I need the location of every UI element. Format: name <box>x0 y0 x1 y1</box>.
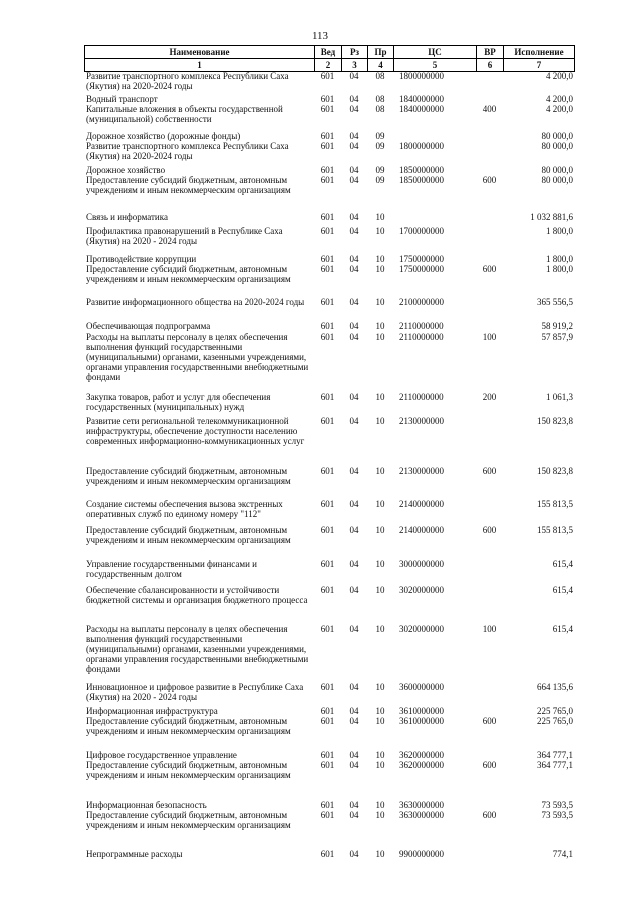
row-rz: 04 <box>349 810 359 820</box>
row-sum: 364 777,1 <box>537 760 573 770</box>
col-number-6: 6 <box>477 59 504 71</box>
row-cs: 3600000000 <box>399 682 444 692</box>
row-pr: 10 <box>375 332 385 342</box>
row-name: Предоставление субсидий бюджетным, автономным учреждениям и иным некоммерческим организациям <box>86 525 291 545</box>
row-name: Расходы на выплаты персоналу в целях обеспечения выполнения функций государственными (муниципальными) органами, казенными учреждениями, органами управления государственными внебюджетными фондами <box>86 332 309 382</box>
row-rz: 04 <box>349 264 359 274</box>
row-rz: 04 <box>349 750 359 760</box>
row-cs: 3620000000 <box>399 760 444 770</box>
row-ved: 601 <box>320 849 335 859</box>
row-ved: 601 <box>320 175 335 185</box>
row-sum: 364 777,1 <box>537 750 573 760</box>
row-rz: 04 <box>349 585 359 595</box>
row-sum: 80 000,0 <box>541 175 573 185</box>
row-sum: 155 813,5 <box>537 499 573 509</box>
col-number-7: 7 <box>536 60 542 70</box>
row-ved: 601 <box>320 104 335 114</box>
row-name: Профилактика правонарушений в Республике Саха (Якутия) на 2020 - 2024 годы <box>86 226 283 246</box>
row-ved: 601 <box>320 716 335 726</box>
row-sum: 615,4 <box>552 559 573 569</box>
row-vr: 600 <box>482 525 497 535</box>
row-pr: 09 <box>375 175 385 185</box>
row-cs: 1800000000 <box>399 71 444 81</box>
row-cs: 1840000000 <box>399 94 444 104</box>
row-ved: 601 <box>320 416 335 426</box>
row-cs: 2100000000 <box>399 297 444 307</box>
row-cs: 3610000000 <box>399 716 444 726</box>
col-number-5: 5 <box>394 59 477 71</box>
col-number-2: 2 <box>315 59 342 71</box>
row-sum: 1 800,0 <box>546 226 573 236</box>
row-pr: 10 <box>375 682 385 692</box>
row-rz: 04 <box>349 165 359 175</box>
row-ved: 601 <box>320 71 335 81</box>
row-pr: 10 <box>375 525 385 535</box>
row-name: Информационная инфраструктура <box>86 706 218 716</box>
row-rz: 04 <box>349 141 359 151</box>
row-sum: 225 765,0 <box>537 706 573 716</box>
row-rz: 04 <box>349 559 359 569</box>
col-name-header: Наименование <box>85 46 315 58</box>
row-name: Предоставление субсидий бюджетным, автономным учреждениям и иным некоммерческим организациям <box>86 760 291 780</box>
row-rz: 04 <box>349 716 359 726</box>
row-vr: 600 <box>482 716 497 726</box>
row-pr: 09 <box>375 141 385 151</box>
row-pr: 10 <box>375 416 385 426</box>
row-rz: 04 <box>349 254 359 264</box>
row-ved: 601 <box>320 810 335 820</box>
row-vr: 100 <box>482 332 497 342</box>
row-pr: 10 <box>375 226 385 236</box>
row-cs: 2110000000 <box>399 332 444 342</box>
row-vr: 200 <box>482 392 497 402</box>
row-ved: 601 <box>320 624 335 634</box>
row-pr: 10 <box>375 760 385 770</box>
row-cs: 2110000000 <box>399 321 444 331</box>
row-name: Дорожное хозяйство <box>86 165 166 175</box>
row-rz: 04 <box>349 706 359 716</box>
row-ved: 601 <box>320 585 335 595</box>
row-name: Закупка товаров, работ и услуг для обеспечения государственных (муниципальных) нужд <box>86 392 271 412</box>
row-name: Развитие транспортного комплекса Республики Саха (Якутия) на 2020-2024 годы <box>86 141 289 161</box>
row-name: Развитие сети региональной телекоммуникационной инфраструктуры, обеспечение доступности населению современных информационно-коммуникационных услуг <box>86 416 305 446</box>
row-name: Капитальные вложения в объекты государственной (муниципальной) собственности <box>86 104 283 124</box>
row-name: Инновационное и цифровое развитие в Республике Саха (Якутия) на 2020 - 2024 годы <box>86 682 304 702</box>
row-pr: 10 <box>375 297 385 307</box>
row-ved: 601 <box>320 706 335 716</box>
row-sum: 1 800,0 <box>546 264 573 274</box>
row-pr: 09 <box>375 131 385 141</box>
row-ved: 601 <box>320 165 335 175</box>
row-rz: 04 <box>349 800 359 810</box>
row-sum: 155 813,5 <box>537 525 573 535</box>
row-cs: 1700000000 <box>399 226 444 236</box>
row-rz: 04 <box>349 321 359 331</box>
row-rz: 04 <box>349 682 359 692</box>
row-rz: 04 <box>349 849 359 859</box>
row-pr: 08 <box>375 71 385 81</box>
col-cs-header: ЦС <box>394 46 477 58</box>
row-pr: 10 <box>375 585 385 595</box>
col-number-1: 1 <box>85 59 315 71</box>
row-pr: 10 <box>375 559 385 569</box>
row-pr: 10 <box>375 750 385 760</box>
row-vr: 600 <box>482 264 497 274</box>
row-cs: 1750000000 <box>399 254 444 264</box>
row-cs: 3610000000 <box>399 706 444 716</box>
row-sum: 664 135,6 <box>537 682 573 692</box>
row-ved: 601 <box>320 297 335 307</box>
row-vr: 600 <box>482 466 497 476</box>
row-ved: 601 <box>320 332 335 342</box>
row-ved: 601 <box>320 800 335 810</box>
row-rz: 04 <box>349 332 359 342</box>
row-vr: 400 <box>482 104 497 114</box>
col-number-3: 3 <box>342 59 368 71</box>
row-name: Цифровое государственное управление <box>86 750 237 760</box>
row-sum: 58 919,2 <box>541 321 573 331</box>
row-rz: 04 <box>349 212 359 222</box>
row-sum: 4 200,0 <box>546 104 573 114</box>
row-rz: 04 <box>349 226 359 236</box>
row-rz: 04 <box>349 392 359 402</box>
row-sum: 4 200,0 <box>546 71 573 81</box>
row-name: Создание системы обеспечения вызова экстренных оперативных служб по единому номеру "112" <box>86 499 283 519</box>
row-ved: 601 <box>320 392 335 402</box>
row-vr: 600 <box>482 175 497 185</box>
row-cs: 1750000000 <box>399 264 444 274</box>
col-rz-header: Рз <box>342 46 368 58</box>
row-sum: 150 823,8 <box>537 416 573 426</box>
row-name: Информационная безопасность <box>86 800 207 810</box>
row-cs: 3020000000 <box>399 585 444 595</box>
row-cs: 2130000000 <box>399 416 444 426</box>
row-sum: 774,1 <box>552 849 573 859</box>
col-vr-header: ВР <box>477 46 504 58</box>
row-name: Предоставление субсидий бюджетным, автономным учреждениям и иным некоммерческим организациям <box>86 264 291 284</box>
row-cs: 3620000000 <box>399 750 444 760</box>
row-sum: 4 200,0 <box>546 94 573 104</box>
row-cs: 3630000000 <box>399 810 444 820</box>
row-name: Обеспечивающая подпрограмма <box>86 321 211 331</box>
row-sum: 80 000,0 <box>541 131 573 141</box>
row-name: Предоставление субсидий бюджетным, автономным учреждениям и иным некоммерческим организациям <box>86 716 291 736</box>
row-rz: 04 <box>349 466 359 476</box>
row-name: Развитие информационного общества на 2020-2024 годы <box>86 297 305 307</box>
row-name: Предоставление субсидий бюджетным, автономным учреждениям и иным некоммерческим организациям <box>86 810 291 830</box>
col-pr-header: Пр <box>368 46 394 58</box>
row-pr: 10 <box>375 849 385 859</box>
row-sum: 73 593,5 <box>541 800 573 810</box>
row-sum: 1 061,3 <box>546 392 573 402</box>
row-pr: 08 <box>375 104 385 114</box>
row-rz: 04 <box>349 131 359 141</box>
row-rz: 04 <box>349 71 359 81</box>
row-name: Предоставление субсидий бюджетным, автономным учреждениям и иным некоммерческим организациям <box>86 466 291 486</box>
row-sum: 80 000,0 <box>541 165 573 175</box>
row-ved: 601 <box>320 466 335 476</box>
col-sum-header: Исполнение <box>514 47 564 57</box>
row-pr: 10 <box>375 624 385 634</box>
row-name: Непрограммные расходы <box>86 849 183 859</box>
row-cs: 3000000000 <box>399 559 444 569</box>
row-ved: 601 <box>320 559 335 569</box>
table-header <box>84 45 575 72</box>
row-name: Управление государственными финансами и государственным долгом <box>86 559 257 579</box>
row-rz: 04 <box>349 525 359 535</box>
row-ved: 601 <box>320 525 335 535</box>
row-pr: 10 <box>375 716 385 726</box>
row-vr: 100 <box>482 624 497 634</box>
row-rz: 04 <box>349 175 359 185</box>
row-name: Противодействие коррупции <box>86 254 197 264</box>
row-cs: 9900000000 <box>399 849 444 859</box>
row-ved: 601 <box>320 264 335 274</box>
row-ved: 601 <box>320 212 335 222</box>
row-rz: 04 <box>349 297 359 307</box>
row-pr: 10 <box>375 264 385 274</box>
row-cs: 1800000000 <box>399 141 444 151</box>
row-vr: 600 <box>482 760 497 770</box>
row-cs: 3020000000 <box>399 624 444 634</box>
row-cs: 2110000000 <box>399 392 444 402</box>
row-ved: 601 <box>320 94 335 104</box>
row-pr: 10 <box>375 499 385 509</box>
row-ved: 601 <box>320 760 335 770</box>
page-number: 113 <box>311 30 329 42</box>
row-sum: 1 032 881,6 <box>530 212 573 222</box>
row-name: Связь и информатика <box>86 212 168 222</box>
row-pr: 10 <box>375 466 385 476</box>
row-name: Расходы на выплаты персоналу в целях обеспечения выполнения функций государственными (муниципальными) органами, казенными учреждениями, органами управления государственными внебюджетными фондами <box>86 624 309 674</box>
row-sum: 365 556,5 <box>537 297 573 307</box>
row-rz: 04 <box>349 760 359 770</box>
row-cs: 2140000000 <box>399 525 444 535</box>
row-cs: 2130000000 <box>399 466 444 476</box>
row-pr: 08 <box>375 94 385 104</box>
row-pr: 09 <box>375 165 385 175</box>
row-cs: 2140000000 <box>399 499 444 509</box>
row-name: Развитие транспортного комплекса Республики Саха (Якутия) на 2020-2024 годы <box>86 71 289 91</box>
row-ved: 601 <box>320 321 335 331</box>
row-pr: 10 <box>375 392 385 402</box>
row-vr: 600 <box>482 810 497 820</box>
row-pr: 10 <box>375 212 385 222</box>
col-ved-header: Вед <box>315 46 342 58</box>
row-name: Обеспечение сбалансированности и устойчивости бюджетной системы и организация бюджетного процесса <box>86 585 308 605</box>
row-pr: 10 <box>375 800 385 810</box>
row-pr: 10 <box>375 706 385 716</box>
row-sum: 615,4 <box>552 624 573 634</box>
row-pr: 10 <box>375 321 385 331</box>
row-rz: 04 <box>349 499 359 509</box>
row-ved: 601 <box>320 499 335 509</box>
row-cs: 1850000000 <box>399 175 444 185</box>
row-sum: 150 823,8 <box>537 466 573 476</box>
row-sum: 615,4 <box>552 585 573 595</box>
row-sum: 1 800,0 <box>546 254 573 264</box>
row-pr: 10 <box>375 810 385 820</box>
row-cs: 1850000000 <box>399 165 444 175</box>
col-number-4: 4 <box>368 59 394 71</box>
row-cs: 1840000000 <box>399 104 444 114</box>
row-name: Дорожное хозяйство (дорожные фонды) <box>86 131 241 141</box>
header-titles-row <box>85 46 574 59</box>
row-cs: 3630000000 <box>399 800 444 810</box>
row-rz: 04 <box>349 624 359 634</box>
row-ved: 601 <box>320 254 335 264</box>
row-ved: 601 <box>320 226 335 236</box>
row-rz: 04 <box>349 94 359 104</box>
row-sum: 73 593,5 <box>541 810 573 820</box>
row-ved: 601 <box>320 750 335 760</box>
row-rz: 04 <box>349 104 359 114</box>
row-ved: 601 <box>320 131 335 141</box>
row-name: Предоставление субсидий бюджетным, автономным учреждениям и иным некоммерческим организациям <box>86 175 291 195</box>
row-pr: 10 <box>375 254 385 264</box>
row-sum: 57 857,9 <box>541 332 573 342</box>
row-name: Водный транспорт <box>86 94 158 104</box>
row-ved: 601 <box>320 682 335 692</box>
row-ved: 601 <box>320 141 335 151</box>
row-sum: 80 000,0 <box>541 141 573 151</box>
row-sum: 225 765,0 <box>537 716 573 726</box>
row-rz: 04 <box>349 416 359 426</box>
